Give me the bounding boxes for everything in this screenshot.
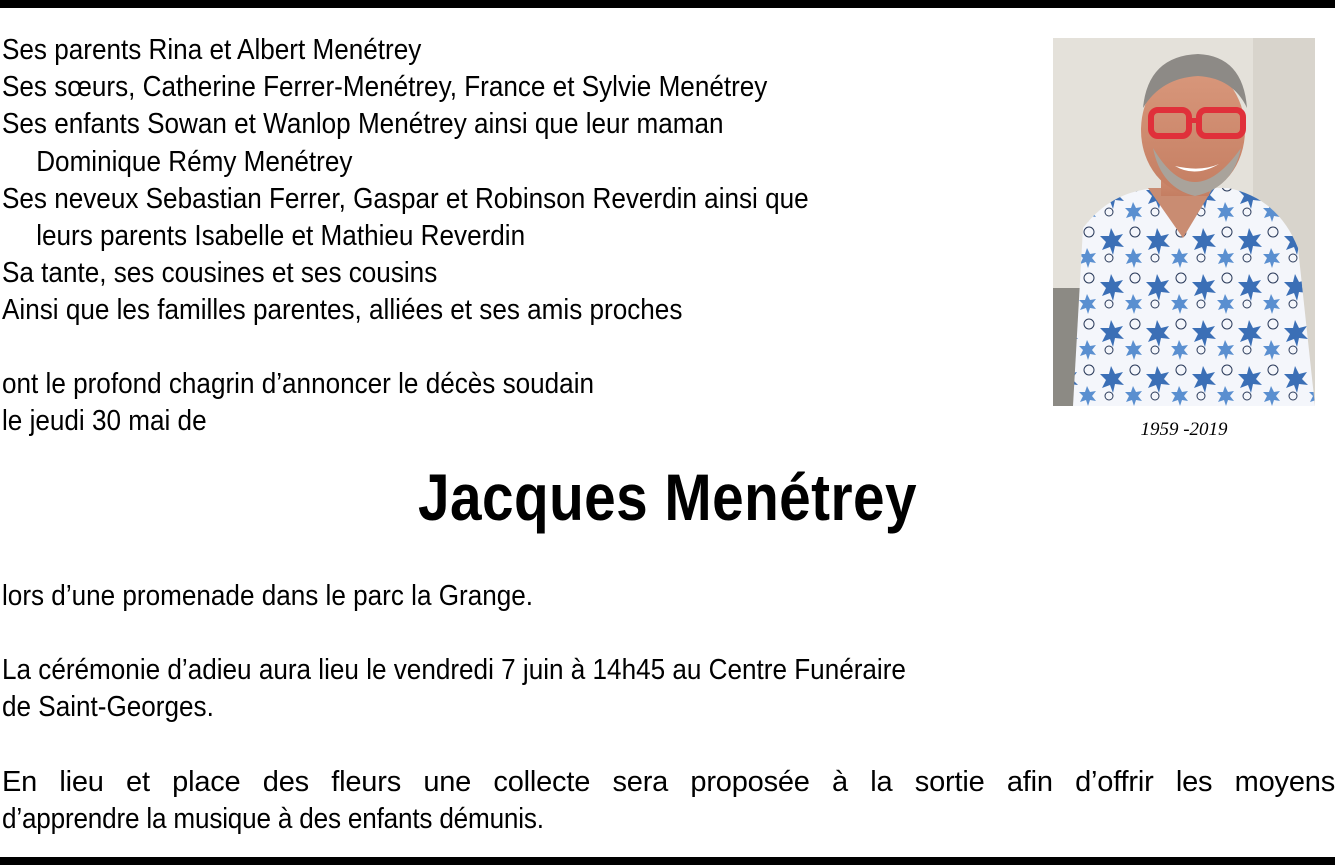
- family-line: Ses parents Rina et Albert Menétrey: [2, 34, 422, 66]
- bottom-rule: [0, 857, 1335, 865]
- announcement: [2, 366, 660, 440]
- family-line: Ses enfants Sowan et Wanlop Menétrey ainsi que leur maman: [2, 108, 724, 141]
- top-rule: [0, 0, 1335, 8]
- ceremony-info: [2, 652, 1006, 726]
- donation-info: [2, 764, 1335, 838]
- circumstance: [2, 578, 592, 615]
- family-line: leurs parents Isabelle et Mathieu Reverdin: [36, 219, 526, 252]
- announcement-line-1: ont le profond chagrin d’annoncer le décès soudain: [2, 368, 595, 400]
- donation-line-1: En lieu et place des fleurs une collecte sera proposée à la sortie afin d’offrir les moyens: [2, 766, 1335, 798]
- family-line: Ses sœurs, Catherine Ferrer-Menétrey, France et Sylvie Menétrey: [2, 71, 768, 104]
- portrait-illustration: [1053, 38, 1315, 406]
- donation-line-2: d’apprendre la musique à des enfants démunis.: [2, 803, 544, 835]
- ceremony-line-1: La cérémonie d’adieu aura lieu le vendredi 7 juin à 14h45 au Centre Funéraire: [2, 654, 906, 686]
- life-dates: 1959 -2019: [1140, 419, 1228, 440]
- family-line: Dominique Rémy Menétrey: [36, 145, 353, 178]
- family-line: Sa tante, ses cousines et ses cousins: [2, 257, 438, 290]
- portrait-photo: [1053, 38, 1315, 406]
- family-line: Ainsi que les familles parentes, alliées et ses amis proches: [2, 294, 683, 327]
- family-list: [2, 32, 1022, 330]
- announcement-line-2: le jeudi 30 mai de: [2, 405, 207, 438]
- deceased-name: Jacques Menétrey: [417, 460, 918, 534]
- circumstance-line: lors d’une promenade dans le parc la Grange.: [2, 580, 534, 612]
- family-line: Ses neveux Sebastian Ferrer, Gaspar et Robinson Reverdin ainsi que: [2, 182, 809, 215]
- ceremony-line-2: de Saint-Georges.: [2, 691, 214, 724]
